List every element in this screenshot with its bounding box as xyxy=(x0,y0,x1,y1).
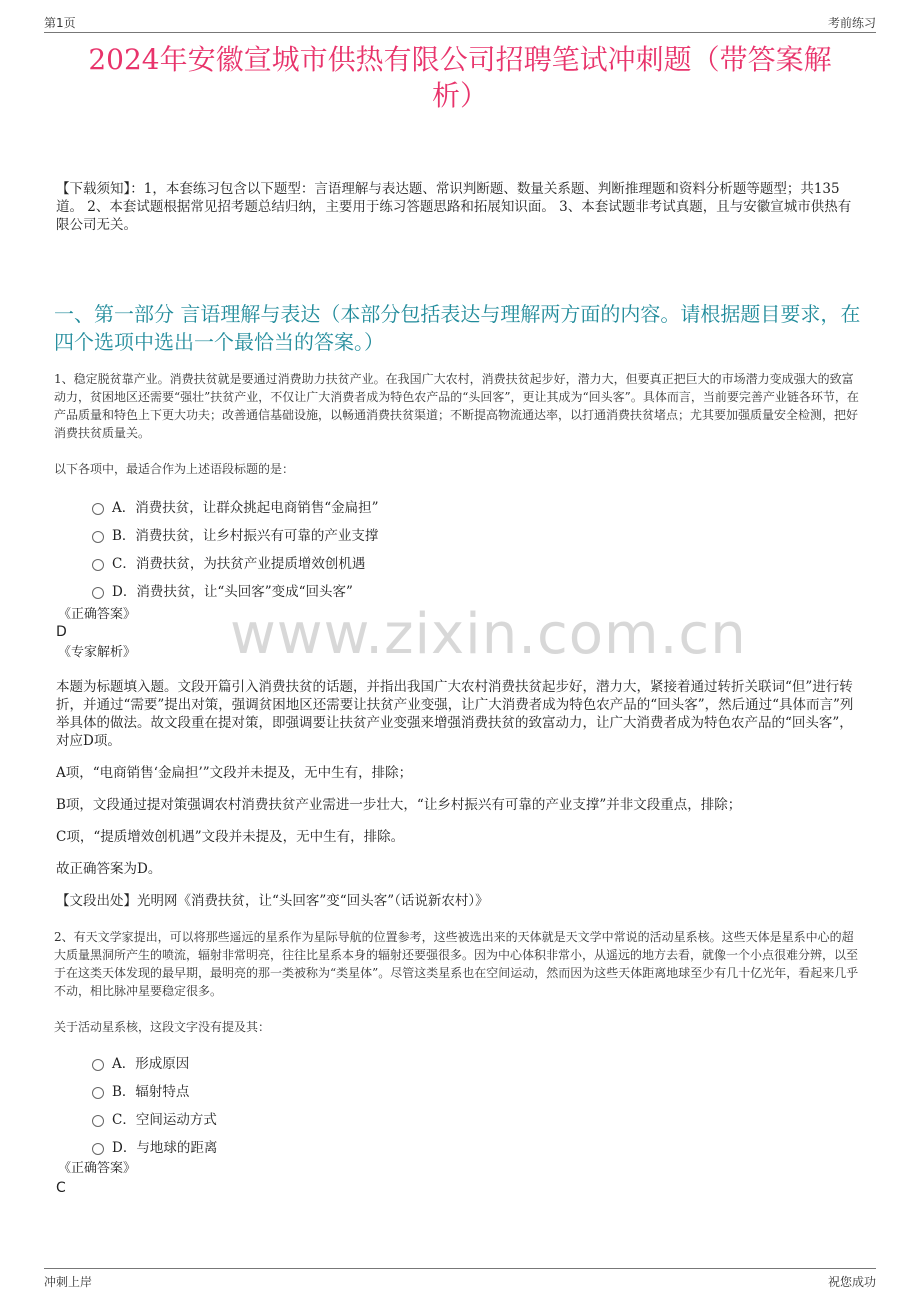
option-a[interactable] xyxy=(92,1048,217,1076)
option-label: B．消费扶贫，让乡村振兴有可靠的产业支撑 xyxy=(112,528,379,544)
page-header xyxy=(44,12,876,33)
option-c[interactable] xyxy=(92,1104,217,1132)
option-label: C．消费扶贫，为扶贫产业提质增效创机遇 xyxy=(112,556,366,572)
question-2-prompt: 关于活动星系核，这段文字没有提及其： xyxy=(54,1020,271,1034)
watermark: www.zixin.com.cn xyxy=(230,602,747,667)
question-1-prompt: 以下各项中，最适合作为上述语段标题的是： xyxy=(54,462,295,476)
analysis-conclusion: 故正确答案为D。 xyxy=(56,861,162,877)
radio-icon[interactable] xyxy=(92,1059,104,1071)
analysis-option-c: C项，“提质增效创机遇”文段并未提及，无中生有，排除。 xyxy=(56,829,405,845)
radio-icon[interactable] xyxy=(92,1143,104,1155)
option-d[interactable] xyxy=(92,576,379,604)
analysis-label: 《专家解析》 xyxy=(58,645,137,660)
option-label: D．与地球的距离 xyxy=(112,1140,218,1156)
answer-value: C xyxy=(56,1180,66,1196)
download-notice: 【下载须知】：1，本套练习包含以下题型：言语理解与表达题、常识判断题、数量关系题、判断推理题和资料分析题等题型；共135道。 2、本套试题根据常见招考题总结归纳，主要用于练习答题思路和拓展知识面。 3、本套试题非考试真题，且与安徽宣城市供热有限公司无关。 xyxy=(56,181,852,233)
radio-icon[interactable] xyxy=(92,587,104,599)
question-1-stem: 1、稳定脱贫靠产业。消费扶贫就是要通过消费助力扶贫产业。在我国广大农村，消费扶贫起步好，潜力大，但要真正把巨大的市场潜力变成强大的致富动力，贫困地区还需要“强壮”扶贫产业，不仅让广大消费者成为特色农产品的“头回客”，更让其成为“回头客”。具体而言，当前要完善产业链各环节，在产品质量和特色上下更大功夫；改善通信基础设施，以畅通消费扶贫渠道；不断提高物流通达率，以打通消费扶贫堵点；尤其要加强质量安全检测，把好消费扶贫质量关。 xyxy=(54,372,859,440)
footer-left: 冲刺上岸 xyxy=(44,1275,93,1289)
answer-label: 《正确答案》 xyxy=(58,607,137,622)
radio-icon[interactable] xyxy=(92,503,104,515)
answer-value: D xyxy=(56,624,67,640)
radio-icon[interactable] xyxy=(92,531,104,543)
footer-right: 祝您成功 xyxy=(827,1275,876,1289)
option-label: C．空间运动方式 xyxy=(112,1112,217,1128)
question-2-options xyxy=(92,1048,217,1160)
analysis-option-b: B项，文段通过提对策强调农村消费扶贫产业需进一步壮大，“让乡村振兴有可靠的产业支撑”并非文段重点，排除； xyxy=(56,797,742,813)
question-2-stem: 2、有天文学家提出，可以将那些遥远的星系作为星际导航的位置参考，这些被选出来的天体就是天文学中常说的活动星系核。这些天体是星系中心的超大质量黑洞所产生的喷流，辐射非常明亮，往往比星系本身的辐射还要强很多。因为中心体积非常小，从遥远的地方去看，就像一个小点很难分辨，以至于在这类天体发现的最早期，最明亮的那一类被称为“类星体”。尽管这类星系也在空间运动，然而因为这些天体距离地球至少有几十亿光年，看起来几乎不动，相比脉冲星要稳定很多。 xyxy=(54,930,859,998)
document-title xyxy=(60,42,860,114)
radio-icon[interactable] xyxy=(92,1115,104,1127)
option-d[interactable] xyxy=(92,1132,217,1160)
analysis-option-a: A项，“电商销售‘金扁担’”文段并未提及，无中生有，排除； xyxy=(56,765,413,781)
header-tag: 考前练习 xyxy=(827,16,876,30)
section-heading: 一、第一部分 言语理解与表达（本部分包括表达与理解两方面的内容。请根据题目要求，在四个选项中选出一个最恰当的答案。） xyxy=(54,302,861,354)
radio-icon[interactable] xyxy=(92,1087,104,1099)
page-footer xyxy=(44,1268,876,1289)
page-number: 第1页 xyxy=(44,16,76,30)
analysis-source: 【文段出处】光明网《消费扶贫，让“头回客”变“回头客”（话说新农村）》 xyxy=(56,893,489,909)
title-line-2: 析） xyxy=(431,79,488,112)
radio-icon[interactable] xyxy=(92,559,104,571)
option-b[interactable] xyxy=(92,1076,217,1104)
option-b[interactable] xyxy=(92,520,379,548)
title-line-1: 2024年安徽宣城市供热有限公司招聘笔试冲刺题（带答案解 xyxy=(88,43,832,76)
option-c[interactable] xyxy=(92,548,379,576)
option-label: A．形成原因 xyxy=(112,1056,190,1072)
answer-label: 《正确答案》 xyxy=(58,1161,137,1176)
option-label: B．辐射特点 xyxy=(112,1084,190,1100)
option-label: A．消费扶贫，让群众挑起电商销售“金扁担” xyxy=(112,500,379,516)
question-1-options xyxy=(92,492,379,604)
option-label: D．消费扶贫，让“头回客”变成“回头客” xyxy=(112,584,353,600)
option-a[interactable] xyxy=(92,492,379,520)
analysis-paragraph: 本题为标题填入题。文段开篇引入消费扶贫的话题，并指出我国广大农村消费扶贫起步好，潜力大，紧接着通过转折关联词“但”进行转折，并通过“需要”提出对策，强调贫困地区还需要让扶贫产业变强，让广大消费者成为特色农产品的“回头客”，然后通过“具体而言”列举具体的做法。故文段重在提对策，即强调要让扶贫产业变强来增强消费扶贫的致富动力，让广大消费者成为特色农产品的“回头客”，对应D项。 xyxy=(56,679,854,749)
